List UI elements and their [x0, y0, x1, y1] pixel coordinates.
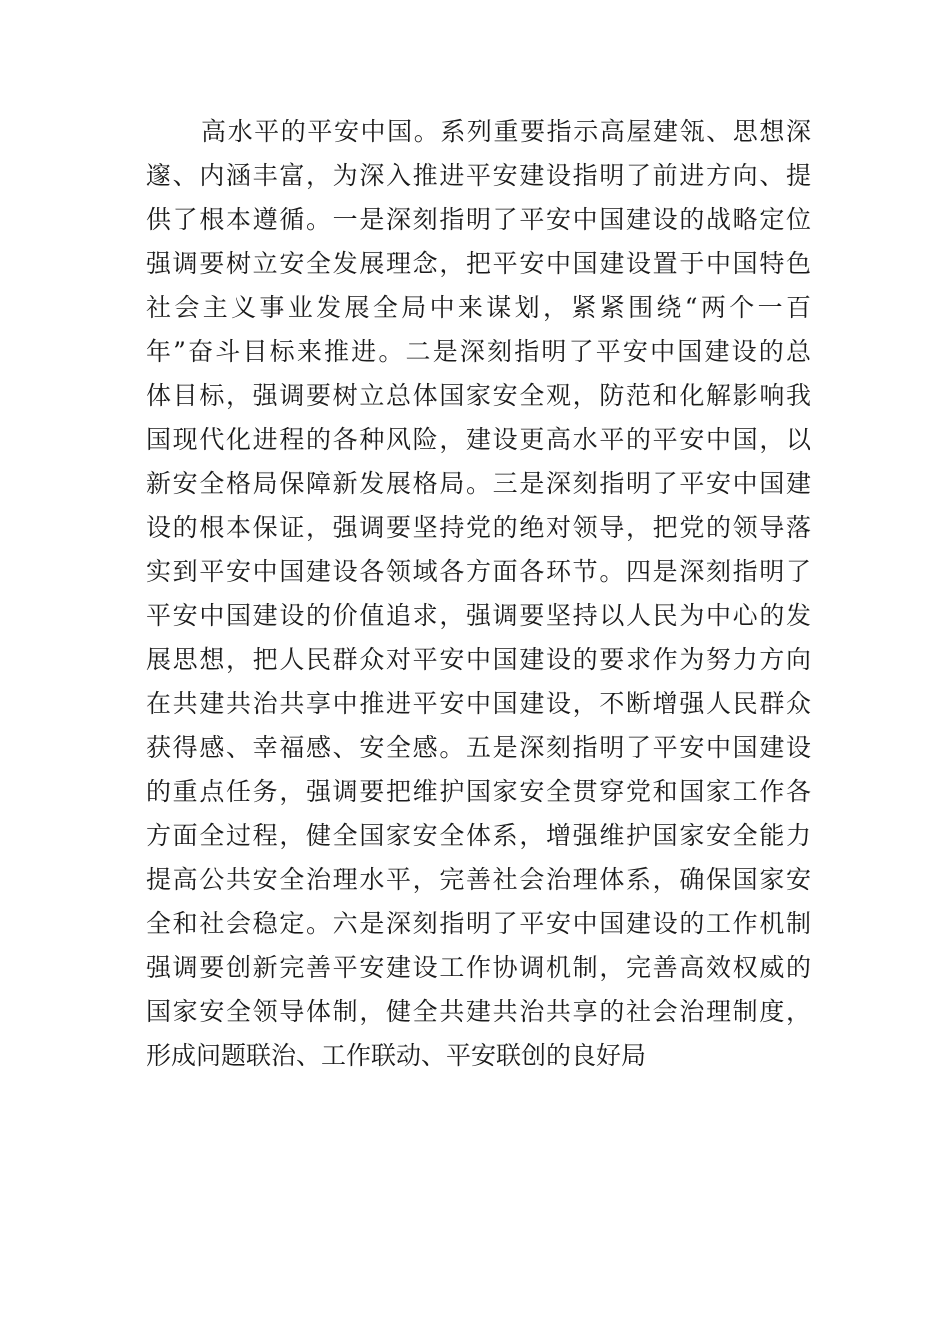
text-line: 全和社会稳定。六是深刻指明了平安中国建设的工作机制	[146, 909, 811, 938]
text-line: 强调要树立安全发展理念，把平安中国建设置于中国特色	[146, 249, 811, 278]
text-line: 国现代化进程的各种风险，建设更高水平的平安中国，以	[146, 425, 811, 454]
text-line: 实到平安中国建设各领域各方面各环节。四是深刻指明了	[146, 557, 811, 586]
text-line: 国家安全领导体制，健全共建共治共享的社会治理制度，	[146, 997, 811, 1026]
text-line: 方面全过程，健全国家安全体系，增强维护国家安全能力	[146, 821, 811, 850]
text-line: 获得感、幸福感、安全感。五是深刻指明了平安中国建设	[146, 733, 811, 762]
text-line: 设的根本保证，强调要坚持党的绝对领导，把党的领导落	[146, 513, 811, 542]
text-line: 新安全格局保障新发展格局。三是深刻指明了平安中国建	[146, 469, 811, 498]
text-line: 展思想，把人民群众对平安中国建设的要求作为努力方向	[146, 645, 811, 674]
text-line: 体目标，强调要树立总体国家安全观，防范和化解影响我	[146, 381, 811, 410]
text-line: 形成问题联治、工作联动、平安联创的良好局	[146, 1041, 647, 1070]
text-line: 供了根本遵循。一是深刻指明了平安中国建设的战略定位	[146, 205, 811, 234]
body-paragraph	[146, 110, 811, 1078]
text-line: 提高公共安全治理水平，完善社会治理体系，确保国家安	[146, 865, 811, 894]
text-line: 平安中国建设的价值追求，强调要坚持以人民为中心的发	[146, 601, 811, 630]
text-line: 高水平的平安中国。系列重要指示高屋建瓴、思想深	[201, 117, 811, 146]
text-line: 邃、内涵丰富，为深入推进平安建设指明了前进方向、提	[146, 161, 811, 190]
text-line: 社会主义事业发展全局中来谋划，紧紧围绕“两个一百	[146, 293, 811, 322]
text-line: 在共建共治共享中推进平安中国建设，不断增强人民群众	[146, 689, 811, 718]
text-line: 的重点任务，强调要把维护国家安全贯穿党和国家工作各	[146, 777, 811, 806]
text-line: 强调要创新完善平安建设工作协调机制，完善高效权威的	[146, 953, 811, 982]
text-line: 年”奋斗目标来推进。二是深刻指明了平安中国建设的总	[146, 337, 811, 366]
